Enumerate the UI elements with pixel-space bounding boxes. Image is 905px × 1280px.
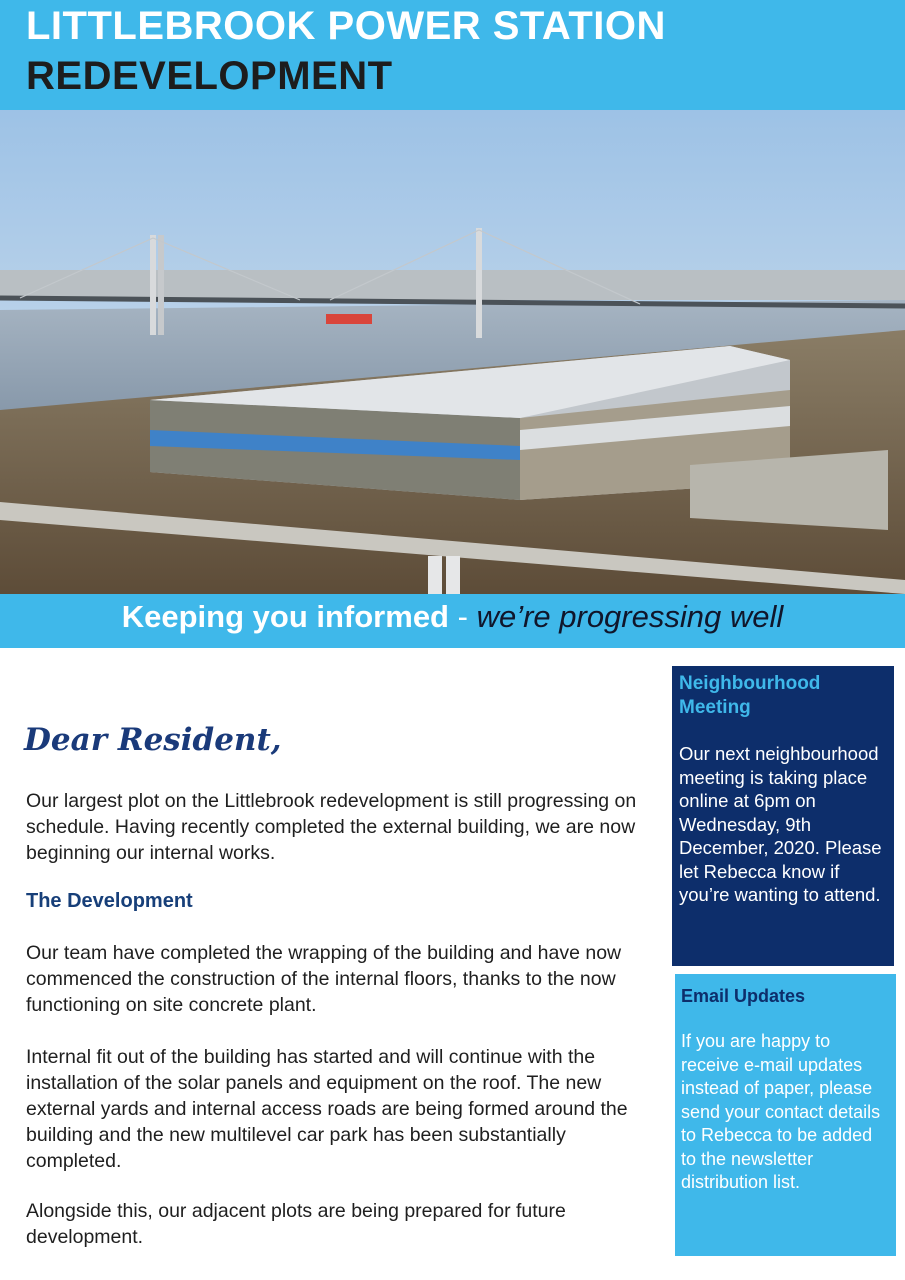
subtitle-banner (0, 594, 905, 648)
banner-soft-text: we’re progressing well (476, 599, 784, 634)
meeting-info-box (672, 666, 894, 966)
title-line-2: REDEVELOPMENT (26, 54, 393, 98)
banner-strong-text: Keeping you informed (121, 599, 449, 634)
section-heading-development: The Development (26, 890, 193, 912)
greeting: Dear Resident, (24, 722, 282, 758)
development-paragraph-2: Internal fit out of the building has started and will continue with the installation of the solar panels and equipment on the roof. The new external yards and internal access roads are being formed around the building and the new multilevel car park has been substantially completed. (26, 1046, 628, 1172)
email-updates-box (675, 974, 896, 1256)
email-heading: Email Updates (681, 986, 806, 1006)
title-line-1: LITTLEBROOK POWER STATION (26, 4, 666, 48)
development-paragraph-1: Our team have completed the wrapping of the building and have now commenced the construction of the internal floors, thanks to the now functioning on site concrete plant. (26, 942, 622, 1016)
intro-paragraph: Our largest plot on the Littlebrook redevelopment is still progressing on schedule. Having recently completed the external building, we are now beginning our internal works. (26, 790, 637, 864)
header-banner (0, 0, 905, 110)
email-text: If you are happy to receive e-mail updates instead of paper, please send your contact details to Rebecca to be added to the newsletter distribution list. (681, 1031, 881, 1192)
site-aerial-photo (0, 110, 905, 594)
development-paragraph-3: Alongside this, our adjacent plots are being prepared for future development. (26, 1200, 566, 1248)
meeting-text: Our next neighbourhood meeting is taking place online at 6pm on Wednesday, 9th December, 2020. Please let Rebecca know if you’re wanting to attend. (679, 743, 882, 905)
banner-separator: - (449, 599, 477, 634)
meeting-heading: Neighbourhood Meeting (679, 673, 821, 718)
